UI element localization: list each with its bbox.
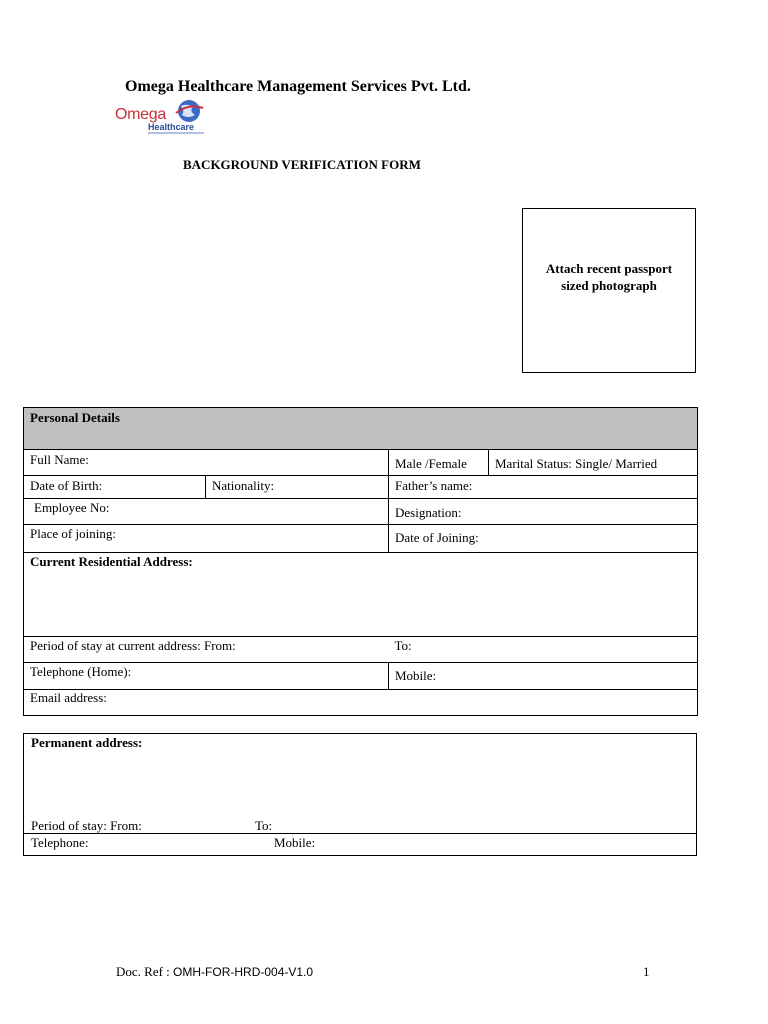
logo-subtitle: Healthcare [148, 122, 195, 132]
permanent-stay-from-field[interactable]: Period of stay: From: [31, 818, 142, 833]
permanent-address-label: Permanent address: [31, 735, 143, 750]
divider [24, 833, 696, 834]
date-of-joining-field[interactable]: Date of Joining: [389, 525, 698, 553]
photo-instruction [523, 260, 695, 294]
mobile-field[interactable]: Mobile: [389, 663, 698, 690]
dob-field[interactable]: Date of Birth: [24, 476, 206, 499]
current-stay-to-field[interactable]: To: [389, 637, 698, 663]
marital-status-field[interactable]: Marital Status: Single/ Married [489, 450, 698, 476]
permanent-address-box[interactable] [23, 733, 697, 856]
personal-details-header: Personal Details [24, 408, 698, 450]
doc-ref-label: Doc. Ref : [116, 964, 170, 979]
page-number: 1 [643, 964, 650, 979]
photo-instruction-line2: sized photograph [561, 278, 657, 293]
permanent-telephone-field[interactable]: Telephone: [31, 835, 89, 850]
gender-field[interactable]: Male /Female [389, 450, 489, 476]
logo-tagline-line [148, 132, 204, 134]
doc-ref [116, 964, 313, 980]
employee-no-field[interactable]: Employee No: [24, 499, 389, 525]
photo-instruction-line1: Attach recent passport [545, 261, 673, 276]
company-name: Omega Healthcare Management Services Pvt. Ltd. [125, 78, 471, 95]
logo-word: Omega [115, 106, 166, 123]
company-logo [112, 97, 212, 137]
personal-details-table [23, 407, 698, 716]
current-stay-from-field[interactable]: Period of stay at current address: From: [24, 637, 389, 663]
permanent-stay-to-field[interactable]: To: [255, 818, 273, 833]
doc-ref-code: OMH-FOR-HRD-004-V1.0 [173, 965, 314, 979]
form-title: BACKGROUND VERIFICATION FORM [183, 157, 421, 172]
fathers-name-field[interactable]: Father’s name: [389, 476, 698, 499]
current-address-field[interactable]: Current Residential Address: [24, 553, 698, 637]
place-of-joining-field[interactable]: Place of joining: [24, 525, 389, 553]
photo-placeholder[interactable] [522, 208, 696, 373]
globe-icon [173, 97, 205, 125]
full-name-field[interactable]: Full Name: [24, 450, 389, 476]
email-field[interactable]: Email address: [24, 690, 698, 716]
nationality-field[interactable]: Nationality: [206, 476, 389, 499]
telephone-home-field[interactable]: Telephone (Home): [24, 663, 389, 690]
designation-field[interactable]: Designation: [389, 499, 698, 525]
permanent-mobile-field[interactable]: Mobile: [274, 835, 316, 850]
